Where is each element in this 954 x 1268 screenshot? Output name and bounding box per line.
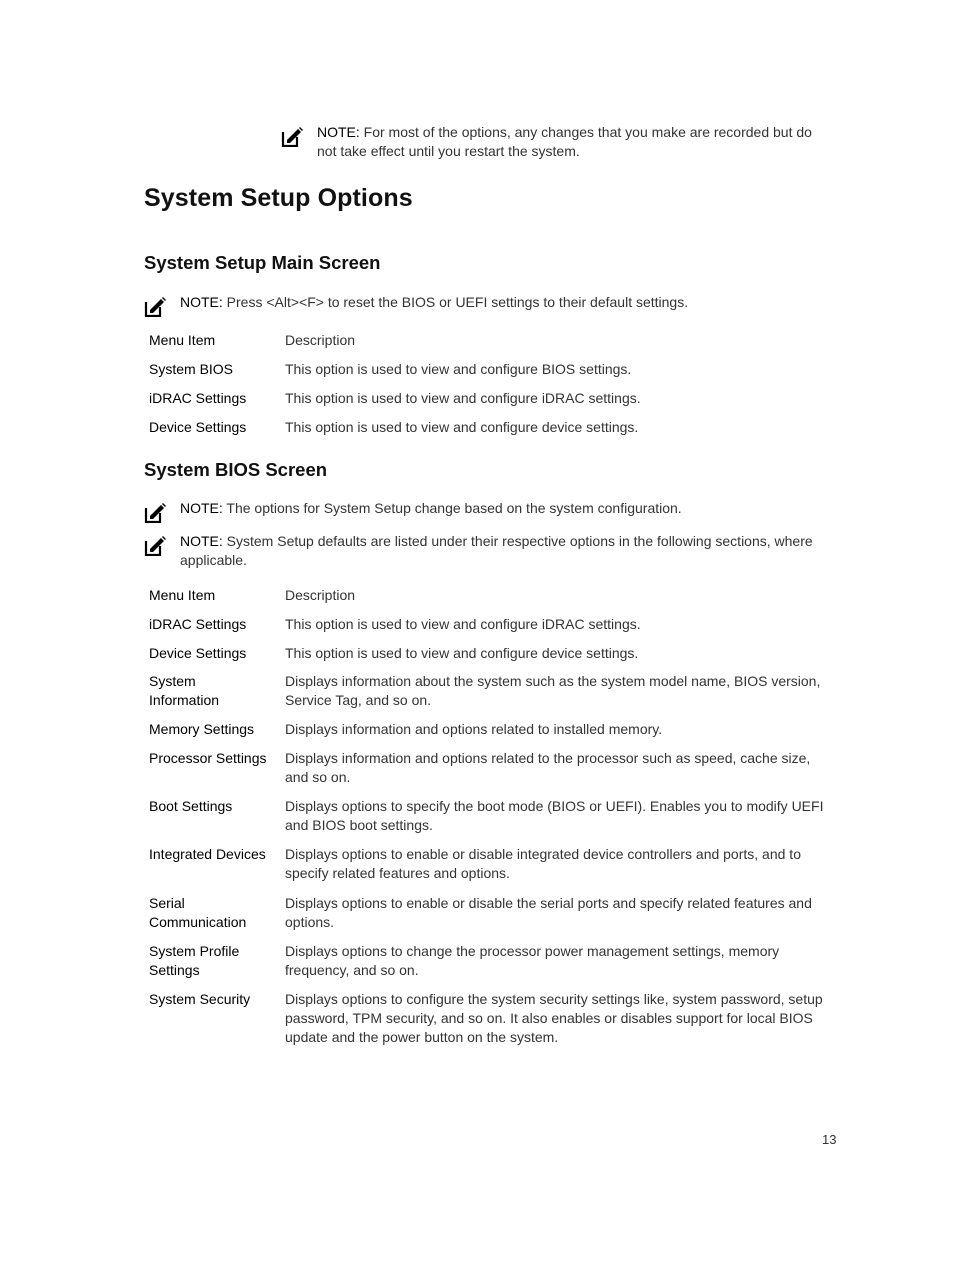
top-note-text — [317, 123, 829, 161]
table-header-row — [144, 331, 837, 360]
main-screen-heading: System Setup Main Screen — [144, 252, 381, 273]
note-body: The options for System Setup change based on the system configuration. — [226, 500, 682, 516]
note-body: For most of the options, any changes that you make are recorded but do not take effect until you restart the system. — [317, 124, 812, 159]
description-cell: This option is used to view and configure iDRAC settings. — [285, 616, 641, 632]
description-cell: This option is used to view and configure device settings. — [285, 419, 639, 435]
note-pencil-icon — [144, 295, 166, 317]
menu-item-cell: System BIOS — [149, 361, 234, 377]
description-cell: This option is used to view and configure BIOS settings. — [285, 361, 632, 377]
menu-item-label: System Profile Settings — [149, 943, 240, 978]
table-row — [144, 749, 837, 797]
column-header-description: Description — [285, 332, 356, 348]
main-screen-note — [144, 293, 834, 317]
table-row — [144, 845, 837, 894]
table-row — [144, 360, 837, 389]
menu-item-label: Serial Communication — [149, 895, 247, 930]
page-title: System Setup Options — [144, 184, 413, 212]
menu-item-cell: iDRAC Settings — [149, 390, 247, 406]
note-label: NOTE: — [317, 124, 360, 140]
note-pencil-icon — [281, 125, 303, 147]
table-row — [144, 797, 837, 845]
description-cell: Displays options to specify the boot mode (BIOS or UEFI). Enables you to modify UEFI and BIOS boot settings. — [285, 798, 824, 833]
main-screen-note-text — [180, 293, 688, 312]
description-cell: Displays information about the system such as the system model name, BIOS version, Service Tag, and so on. — [285, 673, 821, 708]
menu-item-cell: Integrated Devices — [149, 846, 266, 862]
table-row — [144, 389, 837, 418]
menu-item-cell: System Security — [149, 991, 251, 1007]
bios-screen-note-2-text — [180, 532, 814, 570]
menu-item-cell: Processor Settings — [149, 750, 267, 766]
description-cell: Displays options to change the processor power management settings, memory frequency, and so on. — [285, 943, 780, 978]
note-label: NOTE: — [180, 294, 223, 310]
menu-item-cell: Memory Settings — [149, 721, 255, 737]
menu-item-cell — [144, 942, 285, 990]
description-cell: Displays options to configure the system security settings like, system password, setup password, TPM security, and so on. It also enables or disables support for local BIOS update and the power button on the system. — [285, 991, 823, 1045]
bios-screen-table — [144, 586, 837, 1047]
menu-item-cell: Device Settings — [149, 645, 247, 661]
note-body: Press <Alt><F> to reset the BIOS or UEFI settings to their default settings. — [226, 294, 689, 310]
note-pencil-icon — [144, 501, 166, 523]
table-row — [144, 942, 837, 990]
bios-screen-note-1-text — [180, 499, 682, 518]
description-cell: This option is used to view and configure iDRAC settings. — [285, 390, 641, 406]
description-cell: Displays options to enable or disable integrated device controllers and ports, and to specify related features and options. — [285, 846, 801, 881]
page-number: 13 — [822, 1132, 837, 1147]
bios-screen-note-1 — [144, 499, 834, 523]
menu-item-cell — [144, 672, 285, 720]
table-row — [144, 894, 837, 942]
menu-item-cell: iDRAC Settings — [149, 616, 247, 632]
main-screen-table — [144, 331, 837, 447]
table-row — [144, 990, 837, 1047]
description-cell: This option is used to view and configure device settings. — [285, 645, 639, 661]
menu-item-cell: Boot Settings — [149, 798, 233, 814]
table-header-row — [144, 586, 837, 615]
menu-item-cell: Device Settings — [149, 419, 247, 435]
column-header-description: Description — [285, 587, 356, 603]
table-row — [144, 720, 837, 749]
note-label: NOTE: — [180, 533, 223, 549]
bios-screen-note-2 — [144, 532, 814, 570]
description-cell: Displays information and options related to installed memory. — [285, 721, 663, 737]
description-cell: Displays options to enable or disable the serial ports and specify related features and options. — [285, 895, 812, 930]
note-body: System Setup defaults are listed under their respective options in the following sections, where applicable. — [180, 533, 813, 568]
table-row — [144, 418, 837, 447]
menu-item-cell — [144, 894, 285, 942]
top-note — [281, 123, 829, 161]
table-row — [144, 672, 837, 720]
description-cell: Displays information and options related to the processor such as speed, cache size, and so on. — [285, 750, 811, 785]
menu-item-label: System Information — [149, 673, 220, 708]
column-header-menu-item: Menu Item — [149, 332, 216, 348]
bios-screen-heading: System BIOS Screen — [144, 459, 328, 480]
column-header-menu-item: Menu Item — [149, 587, 216, 603]
table-row — [144, 615, 837, 644]
note-label: NOTE: — [180, 500, 223, 516]
note-pencil-icon — [144, 534, 166, 556]
table-row — [144, 644, 837, 672]
